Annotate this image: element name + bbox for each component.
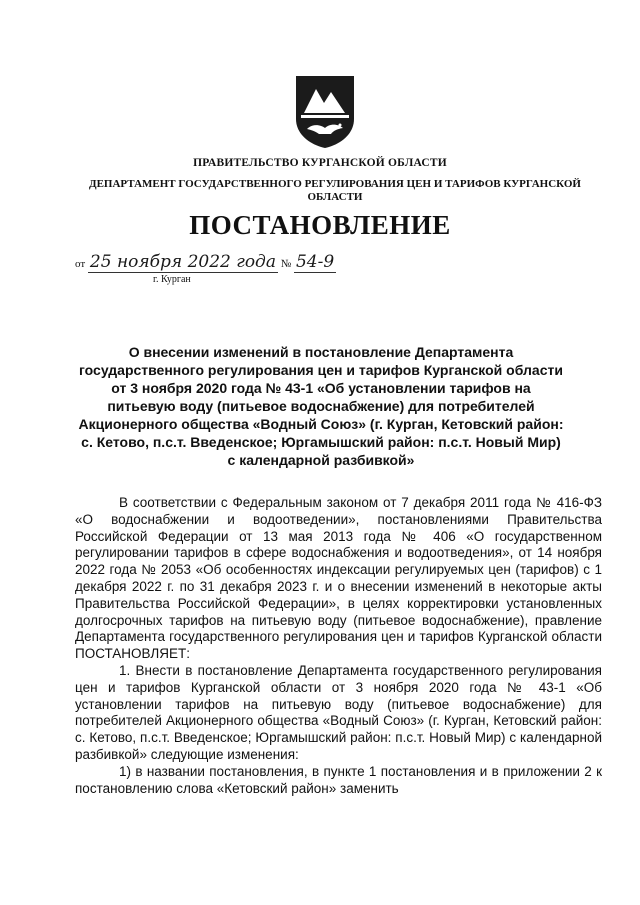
document-number: 54-9 bbox=[295, 252, 335, 272]
paragraph-subitem-1: 1) в названии постановления, в пункте 1 постановления и в приложении 2 к постановлению слова «Кетовский район» заменить bbox=[75, 763, 602, 796]
date-line bbox=[75, 252, 336, 273]
document-body bbox=[75, 495, 602, 797]
paragraph-item-1: 1. Внести в постановление Департамента государственного регулирования цен и тарифов Курганской области от 3 ноября 2020 года № 43-1 «Об установлении тарифов на питьевую воду (питьевое водоснабжение) для потребителей Акционерного общества «Водный Союз» (г. Курган, Кетовский район: с. Кетово, п.с.т. Введенское; Юргамышский район: п.с.т. Новый Мир) с календарной разбивкой» следующие изменения: bbox=[75, 662, 602, 762]
department-title: ДЕПАРТАМЕНТ ГОСУДАРСТВЕННОГО РЕГУЛИРОВАНИЯ ЦЕН И ТАРИФОВ КУРГАНСКОЙ ОБЛАСТИ bbox=[89, 178, 581, 203]
city-label: г. Курган bbox=[153, 274, 191, 285]
coat-of-arms-icon bbox=[293, 73, 357, 149]
document-date: 25 ноября 2022 года bbox=[89, 252, 276, 272]
document-subject: О внесении изменений в постановление Департамента государственного регулирования цен и тарифов Курганской области от 3 ноября 2020 года № 43-1 «Об установлении тарифов на питьевую воду (питьевое водоснабжение) для потребителей Акционерного общества «Водный Союз» (г. Курган, Кетовский район: с. Кетово, п.с.т. Введенское; Юргамышский район: п.с.т. Новый Мир) с календарной разбивкой» bbox=[78, 344, 564, 468]
number-label: № bbox=[280, 258, 292, 270]
government-title: ПРАВИТЕЛЬСТВО КУРГАНСКОЙ ОБЛАСТИ bbox=[193, 157, 447, 169]
from-label: от bbox=[75, 258, 86, 270]
paragraph-preamble: В соответствии с Федеральным законом от 7 декабря 2011 года № 416-ФЗ «О водоснабжении и водоотведении», постановлениями Правительства Российской Федерации от 13 мая 2013 года № 406 «О государственном регулировании тарифов в сфере водоснабжения и водоотведения», от 14 ноября 2022 года № 2053 «Об особенностях индексации регулируемых цен (тарифов) с 1 декабря 2022 г. по 31 декабря 2023 г. и о внесении изменений в некоторые акты Правительства Российской Федерации», в целях корректировки установленных долгосрочных тарифов на питьевую воду (питьевое водоснабжение), правление Департамента государственного регулирования цен и тарифов Курганской области ПОСТАНОВЛЯЕТ: bbox=[75, 495, 602, 662]
document-type-title: ПОСТАНОВЛЕНИЕ bbox=[189, 210, 451, 240]
